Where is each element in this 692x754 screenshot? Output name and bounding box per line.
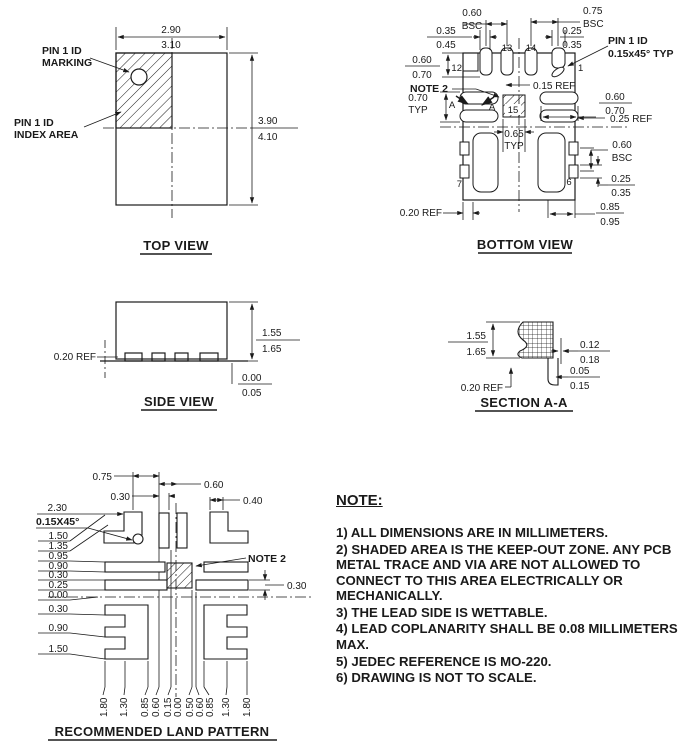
dim-flank-min: 0.05 bbox=[570, 366, 590, 377]
land-bottom-085l: 0.85 bbox=[140, 697, 151, 717]
side-flank-pad bbox=[460, 165, 469, 178]
dim-flank-max: 0.15 bbox=[570, 381, 590, 392]
dim-center-value: 0.65 bbox=[504, 129, 524, 140]
pin1-marking-label-line1: PIN 1 ID bbox=[42, 45, 82, 57]
left-land-pad bbox=[105, 580, 167, 590]
dim-corner-min: 0.85 bbox=[600, 202, 620, 213]
land-pattern-title: RECOMMENDED LAND PATTERN bbox=[54, 724, 270, 739]
land-dim-040: 0.40 bbox=[243, 496, 263, 507]
land-bottom-060r: 0.60 bbox=[195, 697, 206, 717]
dim-height-min: 1.55 bbox=[262, 328, 282, 339]
dim-lead-min: 0.12 bbox=[580, 340, 600, 351]
land-dim-060-top: 0.60 bbox=[204, 480, 224, 491]
land-left-lower-090: 0.90 bbox=[48, 623, 68, 634]
pin1-index-hatch-area bbox=[116, 53, 172, 128]
pin1-index-label-line1: PIN 1 ID bbox=[14, 117, 54, 129]
dim-side-len-value: 0.70 bbox=[408, 93, 428, 104]
left-land-pad bbox=[105, 562, 165, 572]
dim-corner-max: 0.95 bbox=[600, 217, 620, 228]
dim-center-typ: TYP bbox=[504, 141, 524, 152]
top-land-pad bbox=[177, 513, 187, 548]
lead-flank-section bbox=[548, 358, 558, 385]
land-bottom-130r: 1.30 bbox=[221, 697, 232, 717]
note-item-6: 6) DRAWING IS NOT TO SCALE. bbox=[336, 670, 537, 686]
dim-side-w-max: 0.35 bbox=[611, 188, 631, 199]
pin1-marking-label-line2: MARKING bbox=[42, 57, 93, 69]
dim-side-pitch-bsc: BSC bbox=[611, 153, 633, 164]
lead-foot bbox=[200, 353, 218, 361]
keepout-hatch-square bbox=[167, 563, 192, 588]
pin-number-6: 6 bbox=[566, 177, 572, 188]
land-right-030: 0.30 bbox=[287, 581, 307, 592]
dim-pad-w-right-min: 0.25 bbox=[562, 26, 582, 37]
pin1-pad bbox=[552, 48, 565, 68]
land-pattern-drawing bbox=[20, 455, 340, 754]
dim-side-w-min: 0.25 bbox=[611, 174, 631, 185]
section-aa-drawing bbox=[420, 280, 692, 420]
dim-pitch-right-value: 0.75 bbox=[583, 6, 603, 17]
package-body-side bbox=[116, 302, 227, 359]
section-letter-a1: A bbox=[448, 100, 456, 111]
bottom-view-drawing bbox=[380, 0, 692, 262]
land-left-150: 1.50 bbox=[48, 531, 68, 542]
land-left-000: 0.00 bbox=[48, 590, 68, 601]
pin1-id-marking-circle bbox=[131, 69, 147, 85]
side-flank-pad bbox=[460, 142, 469, 155]
land-left-030: 0.30 bbox=[48, 570, 68, 581]
edge-ref: 0.25 REF bbox=[610, 114, 653, 125]
land-left-025: 0.25 bbox=[48, 580, 68, 591]
corner-land-pad bbox=[210, 512, 248, 543]
comb-land-pad-left bbox=[105, 605, 148, 659]
dim-side-pitch-value: 0.60 bbox=[612, 140, 632, 151]
note-item-2: 2) SHADED AREA IS THE KEEP-OUT ZONE. ANY PCB METAL TRACE AND VIA ARE NOT ALLOWED TO CONNECT TO THIS AREA ELECTRICALLY OR MECHANICALLY. bbox=[336, 541, 672, 604]
dim-body-width-max: 3.10 bbox=[161, 40, 181, 51]
dim-pitch-left-value: 0.60 bbox=[462, 8, 482, 19]
dim-body-height-max: 4.10 bbox=[258, 132, 278, 143]
land-left-135: 1.35 bbox=[48, 541, 68, 552]
land-dim-030-top: 0.30 bbox=[110, 492, 130, 503]
chamfer-callout-circle bbox=[133, 534, 143, 544]
pin-number-12: 12 bbox=[451, 63, 462, 74]
dim-standoff-min: 0.00 bbox=[242, 373, 262, 384]
land-bottom-050: 0.50 bbox=[185, 697, 196, 717]
note2-label: NOTE 2 bbox=[410, 83, 448, 95]
land-left-090: 0.90 bbox=[48, 561, 68, 572]
dim-pad-w-left-max: 0.45 bbox=[436, 40, 456, 51]
land-bottom-085r: 0.85 bbox=[205, 697, 216, 717]
land-bottom-015: 0.15 bbox=[163, 697, 174, 717]
right-pad bbox=[540, 110, 578, 122]
pin1-index-label-line2: INDEX AREA bbox=[14, 129, 79, 141]
dim-pitch-left-bsc: BSC bbox=[461, 21, 483, 32]
land-bottom-000: 0.00 bbox=[173, 697, 184, 717]
pin-number-14: 14 bbox=[525, 43, 537, 54]
pin1-id-label-line1: PIN 1 ID bbox=[608, 35, 648, 47]
section-letter-a2: A bbox=[488, 102, 496, 113]
dim-body-width-min: 2.90 bbox=[161, 25, 181, 36]
land-bottom-180r: 1.80 bbox=[242, 697, 253, 717]
exposed-pad-left bbox=[473, 133, 498, 192]
notes-block bbox=[336, 492, 682, 687]
chamfer-ref: 0.15 REF bbox=[533, 81, 576, 92]
top-view-title: TOP VIEW bbox=[143, 238, 209, 253]
note-item-5: 5) JEDEC REFERENCE IS MO-220. bbox=[336, 653, 552, 669]
dim-standoff-max: 0.05 bbox=[242, 388, 262, 399]
section-aa-title: SECTION A-A bbox=[480, 395, 568, 410]
land-left-095: 0.95 bbox=[48, 551, 68, 562]
land-left-lower-030: 0.30 bbox=[48, 604, 68, 615]
land-bottom-dims bbox=[99, 697, 253, 717]
molded-body-section-hatch bbox=[518, 322, 553, 358]
top-land-pad bbox=[159, 513, 169, 548]
top-pad bbox=[480, 48, 492, 75]
note-item-3: 3) THE LEAD SIDE IS WETTABLE. bbox=[336, 604, 548, 620]
land-note2-label: NOTE 2 bbox=[248, 553, 286, 565]
right-pad bbox=[540, 92, 578, 104]
dimension-lines bbox=[97, 302, 300, 384]
notes-heading: NOTE: bbox=[336, 492, 383, 509]
lead-foot bbox=[152, 353, 165, 361]
dim-height-min: 1.55 bbox=[466, 331, 486, 342]
right-land-pad bbox=[196, 580, 248, 590]
pin1-id-label-line2: 0.15x45° TYP bbox=[608, 48, 674, 60]
dim-pitch-right-bsc: BSC bbox=[583, 19, 604, 30]
dim-pad-len-max: 0.70 bbox=[412, 70, 432, 81]
land-chamfer-label: 0.15X45° bbox=[36, 516, 80, 528]
land-bottom-060l: 0.60 bbox=[151, 697, 162, 717]
bottom-view-title: BOTTOM VIEW bbox=[476, 237, 574, 252]
pin-number-15: 15 bbox=[507, 105, 519, 116]
side-view-drawing bbox=[0, 270, 370, 415]
pin-number-13: 13 bbox=[501, 43, 513, 54]
note-item-1: 1) ALL DIMENSIONS ARE IN MILLIMETERS. bbox=[336, 525, 609, 540]
dim-pad-len-r-max: 0.70 bbox=[605, 106, 625, 117]
pin-number-1: 1 bbox=[578, 63, 584, 74]
dim-height-max: 1.65 bbox=[466, 347, 486, 358]
dim-pad-len-r-min: 0.60 bbox=[605, 92, 625, 103]
side-view-title: SIDE VIEW bbox=[144, 394, 214, 409]
exposed-pad-right bbox=[538, 133, 565, 192]
dim-height-max: 1.65 bbox=[262, 344, 282, 355]
side-ref: 0.20 REF bbox=[53, 352, 96, 363]
lead-foot bbox=[125, 353, 142, 361]
dim-side-len-typ: TYP bbox=[408, 105, 428, 116]
land-dim-075: 0.75 bbox=[92, 472, 112, 483]
lead-foot bbox=[175, 353, 188, 361]
land-bottom-130l: 1.30 bbox=[119, 697, 130, 717]
dim-lead-max: 0.18 bbox=[580, 355, 600, 366]
bottom-ref: 0.20 REF bbox=[399, 208, 442, 219]
note-item-4: 4) LEAD COPLANARITY SHALL BE 0.08 MILLIMETERS MAX. bbox=[336, 621, 678, 653]
land-bottom-180l: 1.80 bbox=[99, 697, 110, 717]
comb-land-pad-right bbox=[204, 605, 247, 659]
land-dim-230: 2.30 bbox=[47, 503, 67, 514]
dim-pad-w-right-max: 0.35 bbox=[562, 40, 582, 51]
top-view-drawing bbox=[0, 0, 330, 262]
dim-body-height-min: 3.90 bbox=[258, 116, 278, 127]
land-left-lower-150: 1.50 bbox=[48, 644, 68, 655]
pin-number-7: 7 bbox=[456, 179, 462, 190]
side-flank-pad bbox=[569, 142, 578, 155]
dim-pad-len-min: 0.60 bbox=[412, 55, 432, 66]
dim-pad-w-left-min: 0.35 bbox=[436, 26, 456, 37]
section-ref: 0.20 REF bbox=[460, 383, 503, 394]
